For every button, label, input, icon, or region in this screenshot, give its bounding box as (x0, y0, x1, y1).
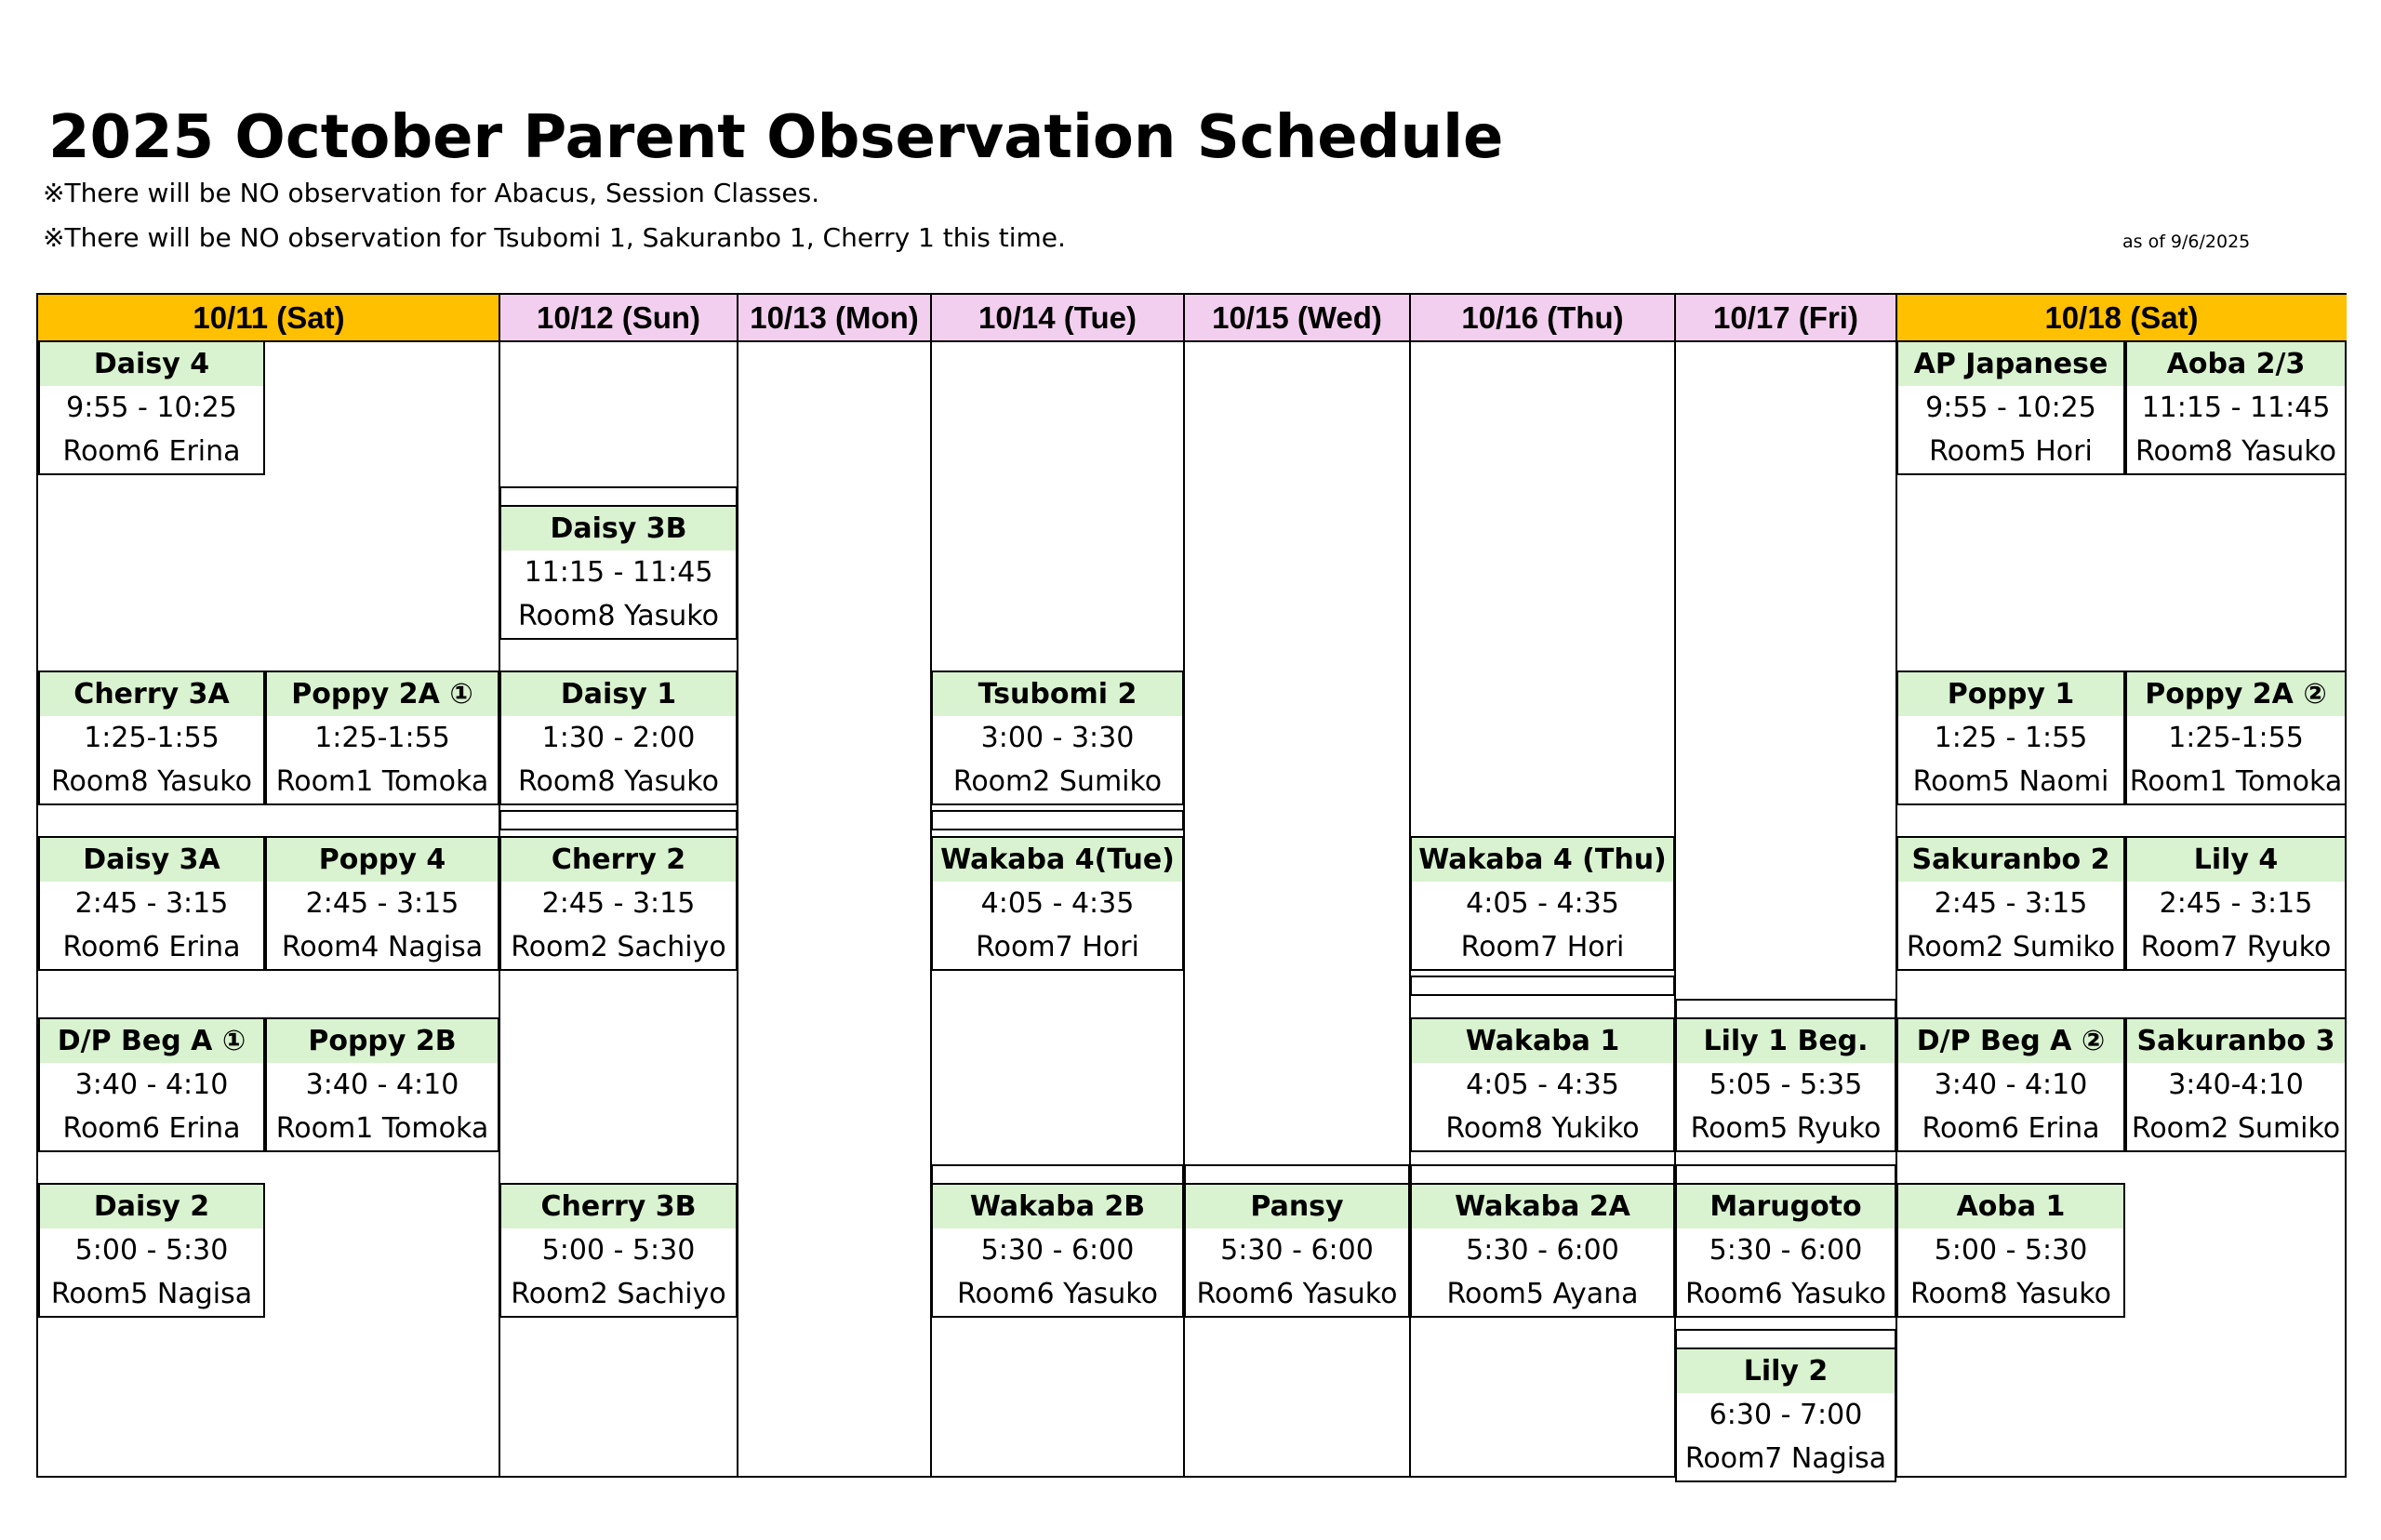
class-time: 3:40-4:10 (2168, 1069, 2304, 1101)
class-name: Daisy 2 (40, 1185, 263, 1228)
class-time: 1:25 - 1:55 (1934, 722, 2088, 754)
session-card (2125, 670, 2347, 805)
class-time: 5:05 - 5:35 (1709, 1069, 1863, 1101)
class-room: Room6 Yasuko (957, 1278, 1158, 1310)
session-card (265, 670, 499, 805)
session-card (931, 1183, 1184, 1318)
day-header-8: 10/18 (Sat) (1896, 295, 2347, 340)
class-time: 9:55 - 10:25 (66, 392, 237, 424)
class-time: 4:05 - 4:35 (980, 887, 1135, 920)
class-name: Wakaba 4(Tue) (933, 838, 1182, 882)
class-name: Daisy 3A (40, 838, 263, 882)
class-name: Pansy (1186, 1185, 1408, 1228)
class-name: Lily 2 (1677, 1349, 1895, 1393)
session-card (2125, 340, 2347, 475)
class-time: 2:45 - 3:15 (1934, 887, 2088, 920)
class-time: 5:00 - 5:30 (541, 1234, 696, 1267)
class-room: Room7 Hori (1460, 931, 1625, 963)
class-room: Room5 Hori (1929, 435, 2093, 468)
day-header-4: 10/14 (Tue) (931, 295, 1184, 340)
class-name: Poppy 2A ② (2127, 672, 2345, 716)
class-name: Poppy 2B (267, 1019, 498, 1063)
class-room: Room7 Hori (976, 931, 1139, 963)
day-header-6: 10/16 (Thu) (1410, 295, 1675, 340)
class-time: 5:30 - 6:00 (1709, 1234, 1863, 1267)
class-time: 3:40 - 4:10 (305, 1069, 459, 1101)
session-card (38, 340, 265, 475)
class-room: Room6 Yasuko (1685, 1278, 1886, 1310)
class-name: Marugoto (1677, 1185, 1895, 1228)
session-card (1896, 836, 2125, 971)
slot-separator (1410, 1164, 1675, 1185)
session-card (1410, 836, 1675, 971)
day-header-3: 10/13 (Mon) (738, 295, 931, 340)
session-card (1410, 1183, 1675, 1318)
session-card (2125, 1017, 2347, 1152)
class-room: Room1 Tomoka (275, 1112, 489, 1145)
class-name: D/P Beg A ① (40, 1019, 263, 1063)
class-room: Room8 Yasuko (51, 765, 252, 798)
class-name: Tsubomi 2 (933, 672, 1182, 716)
class-name: Poppy 2A ① (267, 672, 498, 716)
class-room: Room2 Sachiyo (511, 1278, 726, 1310)
class-room: Room6 Erina (62, 931, 241, 963)
class-room: Room4 Nagisa (281, 931, 484, 963)
class-room: Room2 Sumiko (2131, 1112, 2341, 1145)
session-card (1675, 1017, 1896, 1152)
class-name: Wakaba 2B (933, 1185, 1182, 1228)
slot-separator (1184, 1164, 1410, 1185)
class-name: AP Japanese (1898, 342, 2123, 386)
class-time: 4:05 - 4:35 (1466, 887, 1619, 920)
class-time: 11:15 - 11:45 (524, 556, 713, 589)
as-of-date: as of 9/6/2025 (2122, 232, 2251, 252)
class-room: Room5 Nagisa (50, 1278, 253, 1310)
class-room: Room8 Yasuko (518, 765, 719, 798)
class-time: 9:55 - 10:25 (1925, 392, 2096, 424)
class-time: 2:45 - 3:15 (541, 887, 696, 920)
class-room: Room2 Sumiko (1906, 931, 2116, 963)
class-time: 5:00 - 5:30 (1934, 1234, 2088, 1267)
class-name: Sakuranbo 2 (1898, 838, 2123, 882)
slot-separator (1675, 1329, 1896, 1349)
session-card (38, 1183, 265, 1318)
class-name: Wakaba 1 (1412, 1019, 1673, 1063)
class-name: Sakuranbo 3 (2127, 1019, 2345, 1063)
session-card (1896, 340, 2125, 475)
session-card (931, 836, 1184, 971)
class-name: Daisy 1 (501, 672, 736, 716)
class-room: Room5 Ayana (1446, 1278, 1639, 1310)
session-card (1184, 1183, 1410, 1318)
session-card (2125, 836, 2347, 971)
day-header-1: 10/11 (Sat) (38, 295, 499, 340)
class-time: 2:45 - 3:15 (305, 887, 459, 920)
class-time: 5:00 - 5:30 (74, 1234, 229, 1267)
class-room: Room5 Naomi (1912, 765, 2109, 798)
slot-separator (1410, 976, 1675, 996)
day-header-5: 10/15 (Wed) (1184, 295, 1410, 340)
class-name: Poppy 1 (1898, 672, 2123, 716)
schedule-grid (36, 293, 2347, 1478)
session-card (499, 1183, 738, 1318)
note-no-abacus: ※There will be NO observation for Abacus, Session Classes. (43, 178, 820, 208)
session-card (38, 836, 265, 971)
class-room: Room2 Sumiko (952, 765, 1163, 798)
class-time: 1:25-1:55 (84, 722, 219, 754)
session-card (1410, 1017, 1675, 1152)
class-room: Room8 Yasuko (518, 600, 719, 632)
class-room: Room1 Tomoka (2129, 765, 2343, 798)
session-card (931, 670, 1184, 805)
class-time: 1:25-1:55 (2168, 722, 2304, 754)
class-name: Cherry 3A (40, 672, 263, 716)
session-card (499, 505, 738, 640)
note-no-tsubomi: ※There will be NO observation for Tsubomi 1, Sakuranbo 1, Cherry 1 this time. (43, 222, 1066, 253)
session-card (1896, 1183, 2125, 1318)
class-name: Wakaba 4 (Thu) (1412, 838, 1673, 882)
class-time: 3:00 - 3:30 (980, 722, 1135, 754)
class-name: Wakaba 2A (1412, 1185, 1673, 1228)
day-header-7: 10/17 (Fri) (1675, 295, 1896, 340)
session-card (1896, 670, 2125, 805)
class-name: D/P Beg A ② (1898, 1019, 2123, 1063)
class-time: 1:25-1:55 (314, 722, 450, 754)
session-card (1896, 1017, 2125, 1152)
session-card (1675, 1183, 1896, 1318)
slot-separator (1675, 999, 1896, 1019)
day-header-2: 10/12 (Sun) (499, 295, 738, 340)
slot-separator (499, 486, 738, 507)
session-card (265, 1017, 499, 1152)
class-name: Daisy 3B (501, 507, 736, 551)
class-time: 2:45 - 3:15 (2159, 887, 2313, 920)
session-card (38, 670, 265, 805)
day-header-row (38, 295, 2345, 342)
class-room: Room8 Yukiko (1445, 1112, 1640, 1145)
class-time: 4:05 - 4:35 (1466, 1069, 1619, 1101)
class-time: 3:40 - 4:10 (74, 1069, 229, 1101)
class-name: Lily 1 Beg. (1677, 1019, 1895, 1063)
session-card (265, 836, 499, 971)
class-name: Lily 4 (2127, 838, 2345, 882)
class-time: 6:30 - 7:00 (1709, 1399, 1863, 1431)
class-room: Room6 Yasuko (1196, 1278, 1398, 1310)
class-time: 2:45 - 3:15 (74, 887, 229, 920)
session-card (499, 836, 738, 971)
slot-separator (1675, 1164, 1896, 1185)
session-card (499, 670, 738, 805)
class-room: Room8 Yasuko (2135, 435, 2336, 468)
slot-separator (931, 1164, 1184, 1185)
class-time: 5:30 - 6:00 (980, 1234, 1135, 1267)
class-name: Cherry 2 (501, 838, 736, 882)
class-room: Room6 Erina (62, 1112, 241, 1145)
class-room: Room6 Erina (62, 435, 241, 468)
class-time: 3:40 - 4:10 (1934, 1069, 2088, 1101)
class-room: Room5 Ryuko (1690, 1112, 1882, 1145)
class-name: Aoba 2/3 (2127, 342, 2345, 386)
slot-separator (931, 810, 1184, 830)
session-card (38, 1017, 265, 1152)
class-room: Room1 Tomoka (275, 765, 489, 798)
class-room: Room8 Yasuko (1910, 1278, 2111, 1310)
session-card (1675, 1348, 1896, 1482)
class-room: Room2 Sachiyo (511, 931, 726, 963)
class-time: 11:15 - 11:45 (2141, 392, 2331, 424)
slot-separator (499, 810, 738, 830)
class-name: Poppy 4 (267, 838, 498, 882)
class-room: Room7 Ryuko (2140, 931, 2332, 963)
class-time: 5:30 - 6:00 (1466, 1234, 1619, 1267)
class-time: 5:30 - 6:00 (1220, 1234, 1374, 1267)
class-name: Daisy 4 (40, 342, 263, 386)
page-title: 2025 October Parent Observation Schedule (48, 103, 1504, 172)
class-name: Aoba 1 (1898, 1185, 2123, 1228)
class-name: Cherry 3B (501, 1185, 736, 1228)
class-room: Room6 Erina (1922, 1112, 2100, 1145)
class-room: Room7 Nagisa (1684, 1442, 1887, 1475)
class-time: 1:30 - 2:00 (541, 722, 696, 754)
